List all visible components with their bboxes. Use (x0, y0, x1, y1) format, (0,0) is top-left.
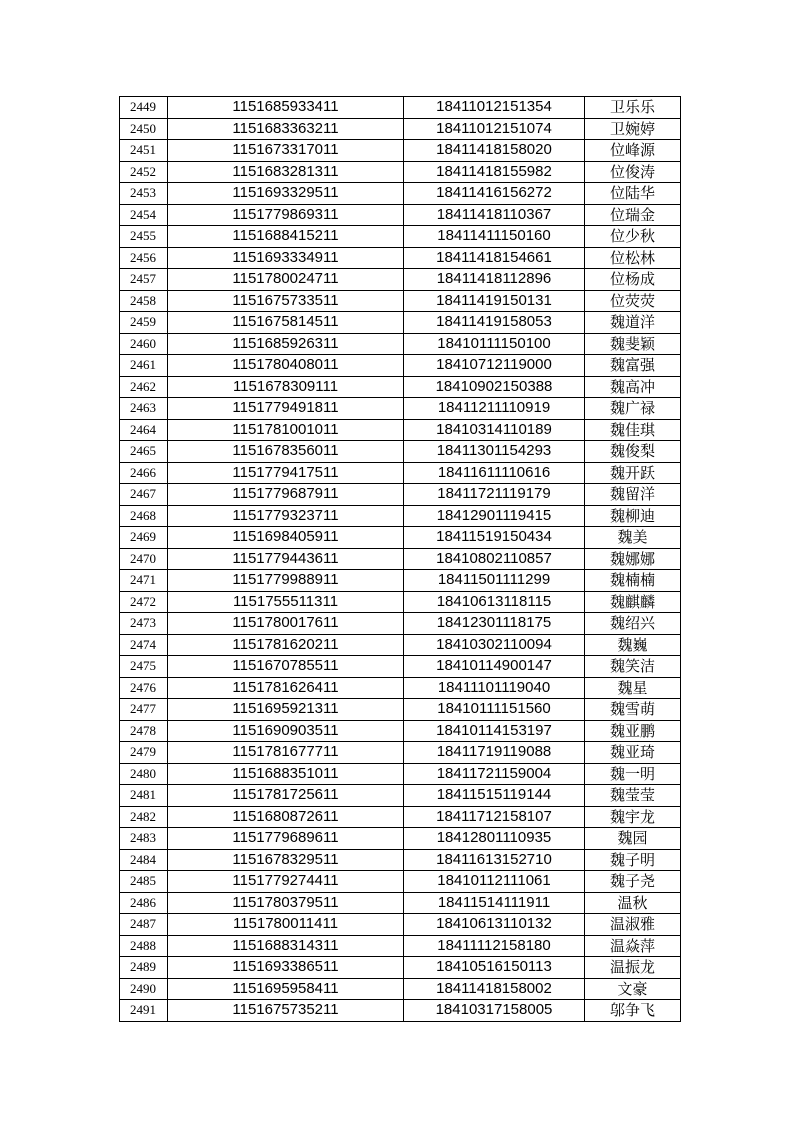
table-row (120, 527, 681, 549)
exam-number-cell: 18410902150388 (404, 376, 585, 398)
row-index-cell: 2478 (120, 720, 168, 742)
exam-number-cell: 18412801110935 (404, 828, 585, 850)
exam-number-cell: 18411411150160 (404, 226, 585, 248)
id-number-cell: 1151779491811 (168, 398, 404, 420)
exam-number-cell: 18411501111299 (404, 570, 585, 592)
id-number-cell: 1151781620211 (168, 634, 404, 656)
exam-number-cell: 18411611110616 (404, 462, 585, 484)
exam-number-cell: 18411721119179 (404, 484, 585, 506)
row-index-cell: 2458 (120, 290, 168, 312)
exam-number-cell: 18411721159004 (404, 763, 585, 785)
row-index-cell: 2450 (120, 118, 168, 140)
name-cell: 温焱萍 (585, 935, 681, 957)
name-cell: 魏道洋 (585, 312, 681, 334)
id-number-cell: 1151781626411 (168, 677, 404, 699)
row-index-cell: 2462 (120, 376, 168, 398)
row-index-cell: 2480 (120, 763, 168, 785)
exam-number-cell: 18411418154661 (404, 247, 585, 269)
id-number-cell: 1151693329511 (168, 183, 404, 205)
exam-number-cell: 18411301154293 (404, 441, 585, 463)
id-number-cell: 1151779687911 (168, 484, 404, 506)
id-number-cell: 1151688415211 (168, 226, 404, 248)
table-row (120, 312, 681, 334)
id-number-cell: 1151780024711 (168, 269, 404, 291)
id-number-cell: 1151779417511 (168, 462, 404, 484)
exam-number-cell: 18410114153197 (404, 720, 585, 742)
name-cell: 位少秋 (585, 226, 681, 248)
exam-number-cell: 18411419150131 (404, 290, 585, 312)
name-cell: 魏一明 (585, 763, 681, 785)
table-row (120, 871, 681, 893)
id-number-cell: 1151780017611 (168, 613, 404, 635)
row-index-cell: 2491 (120, 1000, 168, 1022)
exam-number-cell: 18411012151354 (404, 97, 585, 119)
exam-number-cell: 18410302110094 (404, 634, 585, 656)
exam-number-cell: 18411519150434 (404, 527, 585, 549)
row-index-cell: 2468 (120, 505, 168, 527)
table-row (120, 419, 681, 441)
name-cell: 温秋 (585, 892, 681, 914)
roster-table (119, 96, 681, 1022)
name-cell: 魏柳迪 (585, 505, 681, 527)
name-cell: 卫乐乐 (585, 97, 681, 119)
id-number-cell: 1151695958411 (168, 978, 404, 1000)
name-cell: 魏娜娜 (585, 548, 681, 570)
name-cell: 位峰源 (585, 140, 681, 162)
name-cell: 魏星 (585, 677, 681, 699)
name-cell: 魏雪萌 (585, 699, 681, 721)
name-cell: 位陆华 (585, 183, 681, 205)
name-cell: 魏宇龙 (585, 806, 681, 828)
id-number-cell: 1151779323711 (168, 505, 404, 527)
row-index-cell: 2472 (120, 591, 168, 613)
table-row (120, 247, 681, 269)
table-row (120, 226, 681, 248)
row-index-cell: 2449 (120, 97, 168, 119)
name-cell: 卫婉婷 (585, 118, 681, 140)
exam-number-cell: 18412901119415 (404, 505, 585, 527)
row-index-cell: 2452 (120, 161, 168, 183)
row-index-cell: 2460 (120, 333, 168, 355)
exam-number-cell: 18411112158180 (404, 935, 585, 957)
exam-number-cell: 18411418158002 (404, 978, 585, 1000)
table-row (120, 355, 681, 377)
table-row (120, 118, 681, 140)
table-row (120, 290, 681, 312)
name-cell: 位杨成 (585, 269, 681, 291)
name-cell: 魏亚鹏 (585, 720, 681, 742)
exam-number-cell: 18411418112896 (404, 269, 585, 291)
id-number-cell: 1151693334911 (168, 247, 404, 269)
table-row (120, 978, 681, 1000)
row-index-cell: 2483 (120, 828, 168, 850)
row-index-cell: 2490 (120, 978, 168, 1000)
exam-number-cell: 18411211110919 (404, 398, 585, 420)
exam-number-cell: 18411719119088 (404, 742, 585, 764)
name-cell: 邬争飞 (585, 1000, 681, 1022)
table-row (120, 677, 681, 699)
row-index-cell: 2459 (120, 312, 168, 334)
exam-number-cell: 18411515119144 (404, 785, 585, 807)
id-number-cell: 1151683363211 (168, 118, 404, 140)
exam-number-cell: 18410111150100 (404, 333, 585, 355)
exam-number-cell: 18411418155982 (404, 161, 585, 183)
table-row (120, 441, 681, 463)
row-index-cell: 2479 (120, 742, 168, 764)
name-cell: 魏笑洁 (585, 656, 681, 678)
row-index-cell: 2464 (120, 419, 168, 441)
id-number-cell: 1151678329511 (168, 849, 404, 871)
table-row (120, 183, 681, 205)
exam-number-cell: 18411012151074 (404, 118, 585, 140)
name-cell: 魏绍兴 (585, 613, 681, 635)
table-row (120, 484, 681, 506)
row-index-cell: 2486 (120, 892, 168, 914)
id-number-cell: 1151685933411 (168, 97, 404, 119)
id-number-cell: 1151779274411 (168, 871, 404, 893)
row-index-cell: 2471 (120, 570, 168, 592)
name-cell: 魏开跃 (585, 462, 681, 484)
table-row (120, 613, 681, 635)
id-number-cell: 1151690903511 (168, 720, 404, 742)
table-row (120, 849, 681, 871)
id-number-cell: 1151685926311 (168, 333, 404, 355)
id-number-cell: 1151688351011 (168, 763, 404, 785)
table-row (120, 742, 681, 764)
id-number-cell: 1151781001011 (168, 419, 404, 441)
exam-number-cell: 18410802110857 (404, 548, 585, 570)
name-cell: 位松林 (585, 247, 681, 269)
id-number-cell: 1151780379511 (168, 892, 404, 914)
row-index-cell: 2467 (120, 484, 168, 506)
table-row (120, 720, 681, 742)
table-row (120, 634, 681, 656)
table-row (120, 505, 681, 527)
exam-number-cell: 18410613110132 (404, 914, 585, 936)
table-row (120, 591, 681, 613)
exam-number-cell: 18411418158020 (404, 140, 585, 162)
table-row (120, 376, 681, 398)
name-cell: 魏巍 (585, 634, 681, 656)
table-row (120, 699, 681, 721)
name-cell: 魏美 (585, 527, 681, 549)
name-cell: 魏园 (585, 828, 681, 850)
row-index-cell: 2457 (120, 269, 168, 291)
name-cell: 魏广禄 (585, 398, 681, 420)
table-row (120, 828, 681, 850)
row-index-cell: 2454 (120, 204, 168, 226)
row-index-cell: 2469 (120, 527, 168, 549)
id-number-cell: 1151779988911 (168, 570, 404, 592)
name-cell: 温淑雅 (585, 914, 681, 936)
id-number-cell: 1151781677711 (168, 742, 404, 764)
name-cell: 魏留洋 (585, 484, 681, 506)
table-row (120, 548, 681, 570)
exam-number-cell: 18411613152710 (404, 849, 585, 871)
row-index-cell: 2485 (120, 871, 168, 893)
row-index-cell: 2474 (120, 634, 168, 656)
table-row (120, 161, 681, 183)
exam-number-cell: 18410712119000 (404, 355, 585, 377)
row-index-cell: 2466 (120, 462, 168, 484)
row-index-cell: 2453 (120, 183, 168, 205)
id-number-cell: 1151780011411 (168, 914, 404, 936)
row-index-cell: 2481 (120, 785, 168, 807)
id-number-cell: 1151755511311 (168, 591, 404, 613)
id-number-cell: 1151698405911 (168, 527, 404, 549)
row-index-cell: 2455 (120, 226, 168, 248)
name-cell: 魏莹莹 (585, 785, 681, 807)
id-number-cell: 1151675814511 (168, 312, 404, 334)
id-number-cell: 1151688314311 (168, 935, 404, 957)
row-index-cell: 2484 (120, 849, 168, 871)
name-cell: 魏亚琦 (585, 742, 681, 764)
id-number-cell: 1151678356011 (168, 441, 404, 463)
name-cell: 魏麒麟 (585, 591, 681, 613)
row-index-cell: 2456 (120, 247, 168, 269)
row-index-cell: 2487 (120, 914, 168, 936)
row-index-cell: 2488 (120, 935, 168, 957)
exam-number-cell: 18410516150113 (404, 957, 585, 979)
table-row (120, 892, 681, 914)
exam-number-cell: 18411419158053 (404, 312, 585, 334)
table-row (120, 785, 681, 807)
table-row (120, 398, 681, 420)
row-index-cell: 2463 (120, 398, 168, 420)
table-row (120, 204, 681, 226)
row-index-cell: 2489 (120, 957, 168, 979)
name-cell: 文豪 (585, 978, 681, 1000)
id-number-cell: 1151683281311 (168, 161, 404, 183)
id-number-cell: 1151779443611 (168, 548, 404, 570)
name-cell: 魏高冲 (585, 376, 681, 398)
table-row (120, 763, 681, 785)
row-index-cell: 2475 (120, 656, 168, 678)
table-row (120, 269, 681, 291)
name-cell: 位荧荧 (585, 290, 681, 312)
name-cell: 位俊涛 (585, 161, 681, 183)
exam-number-cell: 18410114900147 (404, 656, 585, 678)
exam-number-cell: 18411712158107 (404, 806, 585, 828)
roster-table-body (120, 97, 681, 1022)
row-index-cell: 2482 (120, 806, 168, 828)
id-number-cell: 1151781725611 (168, 785, 404, 807)
table-row (120, 140, 681, 162)
name-cell: 位瑞金 (585, 204, 681, 226)
id-number-cell: 1151693386511 (168, 957, 404, 979)
exam-number-cell: 18412301118175 (404, 613, 585, 635)
id-number-cell: 1151695921311 (168, 699, 404, 721)
table-row (120, 935, 681, 957)
name-cell: 魏子尧 (585, 871, 681, 893)
table-row (120, 957, 681, 979)
table-row (120, 333, 681, 355)
name-cell: 魏俊梨 (585, 441, 681, 463)
row-index-cell: 2465 (120, 441, 168, 463)
exam-number-cell: 18410111151560 (404, 699, 585, 721)
exam-number-cell: 18410613118115 (404, 591, 585, 613)
exam-number-cell: 18410112111061 (404, 871, 585, 893)
row-index-cell: 2477 (120, 699, 168, 721)
name-cell: 魏子明 (585, 849, 681, 871)
row-index-cell: 2473 (120, 613, 168, 635)
row-index-cell: 2470 (120, 548, 168, 570)
exam-number-cell: 18410314110189 (404, 419, 585, 441)
table-row (120, 1000, 681, 1022)
id-number-cell: 1151779869311 (168, 204, 404, 226)
exam-number-cell: 18411101119040 (404, 677, 585, 699)
table-row (120, 97, 681, 119)
table-row (120, 462, 681, 484)
name-cell: 魏斐颖 (585, 333, 681, 355)
id-number-cell: 1151678309111 (168, 376, 404, 398)
table-row (120, 656, 681, 678)
exam-number-cell: 18411418110367 (404, 204, 585, 226)
id-number-cell: 1151675735211 (168, 1000, 404, 1022)
exam-number-cell: 18411514111911 (404, 892, 585, 914)
table-row (120, 914, 681, 936)
row-index-cell: 2451 (120, 140, 168, 162)
name-cell: 魏富强 (585, 355, 681, 377)
name-cell: 魏楠楠 (585, 570, 681, 592)
id-number-cell: 1151670785511 (168, 656, 404, 678)
id-number-cell: 1151675733511 (168, 290, 404, 312)
table-row (120, 570, 681, 592)
exam-number-cell: 18410317158005 (404, 1000, 585, 1022)
id-number-cell: 1151673317011 (168, 140, 404, 162)
name-cell: 魏佳琪 (585, 419, 681, 441)
name-cell: 温振龙 (585, 957, 681, 979)
row-index-cell: 2476 (120, 677, 168, 699)
id-number-cell: 1151780408011 (168, 355, 404, 377)
exam-number-cell: 18411416156272 (404, 183, 585, 205)
id-number-cell: 1151680872611 (168, 806, 404, 828)
row-index-cell: 2461 (120, 355, 168, 377)
table-row (120, 806, 681, 828)
id-number-cell: 1151779689611 (168, 828, 404, 850)
